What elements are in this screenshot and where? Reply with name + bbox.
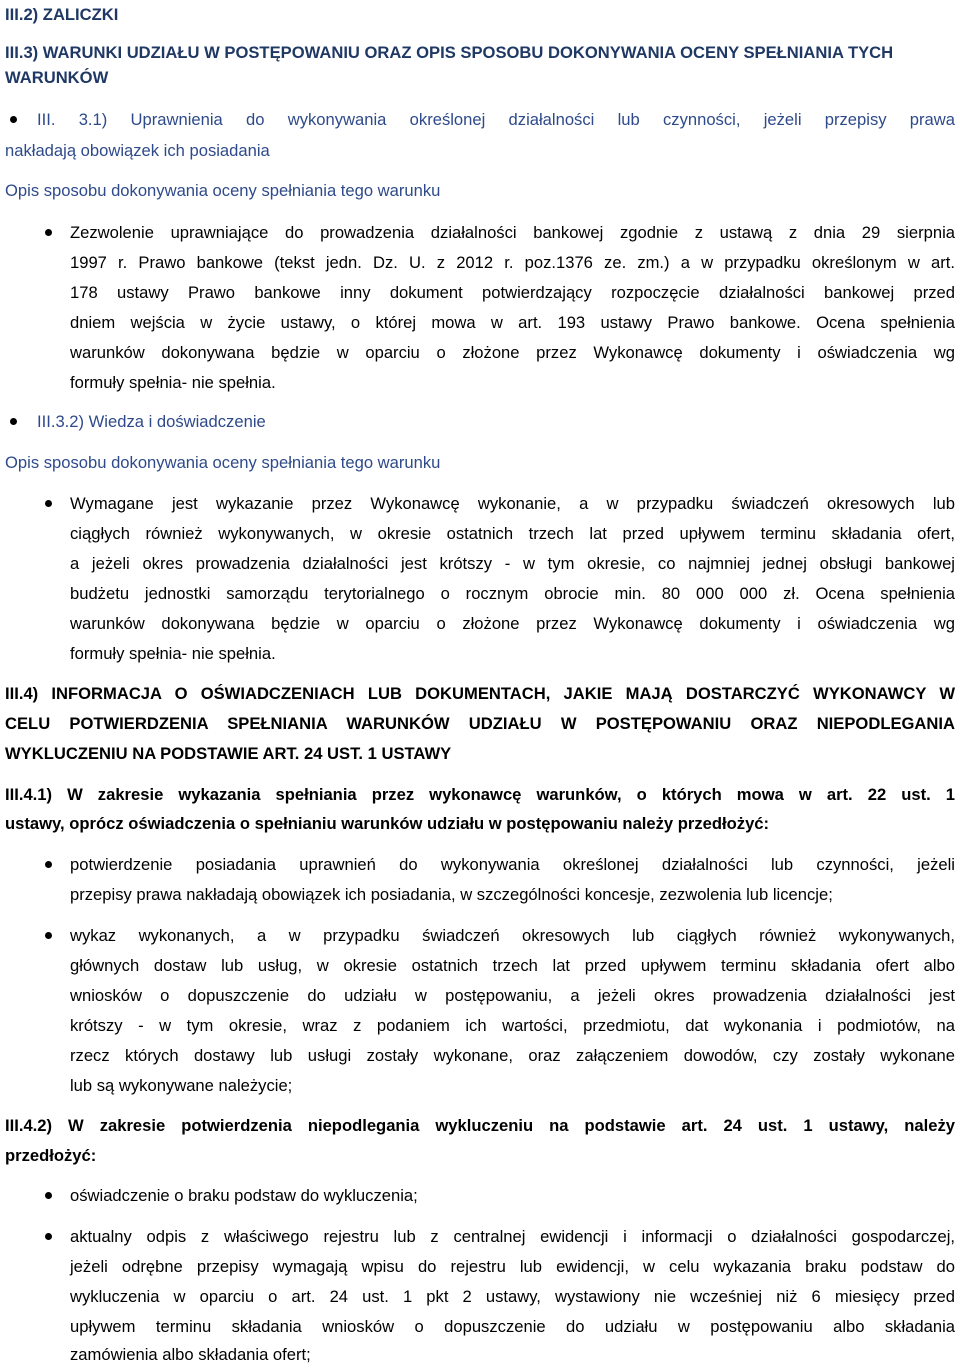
- section-heading: CELU POTWIERDZENIA SPEŁNIANIA WARUNKÓW UDZIAŁU W POSTĘPOWANIU ORAZ NIEPODLEGANIA: [5, 714, 955, 733]
- subsection-title: III.3.2) Wiedza i doświadczenie: [37, 412, 266, 431]
- paragraph-line: krótszy - w tym okresie, wraz z podaniem ich wartości, przedmiotu, dat wykonania i podmiotów, na: [70, 1016, 955, 1035]
- subsection-title: nakładają obowiązek ich posiadania: [5, 141, 270, 160]
- paragraph-line: przepisy prawa nakładają obowiązek ich posiadania, w szczególności koncesje, zezwolenia lub licencje;: [70, 885, 833, 904]
- opis-heading: Opis sposobu dokonywania oceny spełniania tego warunku: [5, 453, 441, 472]
- paragraph-line: Wymagane jest wykazanie przez Wykonawcę wykonanie, a w przypadku świadczeń okresowych lub: [70, 494, 955, 513]
- paragraph-line: ciągłych również wykonywanych, w okresie ostatnich trzech lat przed upływem terminu składania ofert,: [70, 524, 955, 543]
- subsection-heading: III.4.2) W zakresie potwierdzenia niepodlegania wykluczeniu na podstawie art. 24 ust. 1 ustawy, należy: [5, 1116, 955, 1135]
- paragraph-line: upływem terminu składania wniosków o dopuszczenie do udziału w postępowaniu albo składania: [70, 1317, 955, 1336]
- bullet-icon: [10, 116, 17, 123]
- paragraph-line: 1997 r. Prawo bankowe (tekst jedn. Dz. U. z 2012 r. poz.1376 ze. zm.) a w przypadku określonym w art.: [70, 253, 955, 272]
- bullet-icon: [45, 861, 52, 868]
- bullet-icon: [10, 418, 17, 425]
- paragraph-line: formuły spełnia- nie spełnia.: [70, 373, 276, 392]
- paragraph-line: wykluczenia w oparciu o art. 24 ust. 1 pkt 2 ustawy, wystawiony nie wcześniej niż 6 miesięcy przed: [70, 1287, 955, 1306]
- paragraph-line: zamówienia albo składania ofert;: [70, 1345, 311, 1364]
- paragraph-line: formuły spełnia- nie spełnia.: [70, 644, 276, 663]
- bullet-icon: [45, 1192, 52, 1199]
- paragraph-line: potwierdzenie posiadania uprawnień do wykonywania określonej działalności lub czynności, jeżeli: [70, 855, 955, 874]
- paragraph-line: budżetu jednostki samorządu terytorialnego o rocznym obrocie min. 80 000 000 zł. Ocena spełnienia: [70, 584, 955, 603]
- paragraph-line: warunków dokonywana będzie w oparciu o złożone przez Wykonawcę dokumenty i oświadczenia wg: [70, 614, 955, 633]
- section-heading: WYKLUCZENIU NA PODSTAWIE ART. 24 UST. 1 USTAWY: [5, 744, 452, 763]
- section-heading: III.4) INFORMACJA O OŚWIADCZENIACH LUB DOKUMENTACH, JAKIE MAJĄ DOSTARCZYĆ WYKONAWCY W: [5, 684, 955, 703]
- bullet-icon: [45, 500, 52, 507]
- section-heading: III.3) WARUNKI UDZIAŁU W POSTĘPOWANIU ORAZ OPIS SPOSOBU DOKONYWANIA OCENY SPEŁNIANIA TYCH: [5, 43, 894, 62]
- subsection-heading: przedłożyć:: [5, 1146, 97, 1165]
- subsection-heading: III.4.1) W zakresie wykazania spełniania przez wykonawcę warunków, o których mowa w art. 22 ust. 1: [5, 785, 955, 804]
- bullet-icon: [45, 932, 52, 939]
- paragraph-line: dniem wejścia w życie ustawy, o której mowa w art. 193 ustawy Prawo bankowe. Ocena spełnienia: [70, 313, 955, 332]
- paragraph-line: oświadczenie o braku podstaw do wykluczenia;: [70, 1186, 418, 1205]
- opis-heading: Opis sposobu dokonywania oceny spełniania tego warunku: [5, 181, 441, 200]
- paragraph-line: rzecz których dostawy lub usługi zostały wykonane, oraz załączeniem dowodów, czy zostały wykonane: [70, 1046, 955, 1065]
- paragraph-line: wniosków o dopuszczenie do udziału w postępowaniu, a jeżeli okres prowadzenia działalności jest: [70, 986, 955, 1005]
- paragraph-line: głównych dostaw lub usług, w okresie ostatnich trzech lat przed upływem terminu składania ofert albo: [70, 956, 955, 975]
- section-heading: WARUNKÓW: [5, 68, 109, 87]
- subsection-heading: ustawy, oprócz oświadczenia o spełnianiu warunków udziału w postępowaniu należy przedłożyć:: [5, 814, 770, 833]
- bullet-icon: [45, 1233, 52, 1240]
- paragraph-line: warunków dokonywana będzie w oparciu o złożone przez Wykonawcę dokumenty i oświadczenia wg: [70, 343, 955, 362]
- paragraph-line: a jeżeli okres prowadzenia działalności jest krótszy - w tym okresie, co najmniej jednej obsługi bankowej: [70, 554, 955, 573]
- paragraph-line: Zezwolenie uprawniające do prowadzenia działalności bankowej zgodnie z ustawą z dnia 29 sierpnia: [70, 223, 955, 242]
- subsection-title: III. 3.1) Uprawnienia do wykonywania określonej działalności lub czynności, jeżeli przepisy prawa: [37, 110, 955, 129]
- paragraph-line: aktualny odpis z właściwego rejestru lub z centralnej ewidencji i informacji o działalności gospodarczej,: [70, 1227, 955, 1246]
- paragraph-line: jeżeli odrębne przepisy wymagają wpisu do rejestru lub ewidencji, w celu wykazania braku podstaw do: [70, 1257, 955, 1276]
- paragraph-line: lub są wykonywane należycie;: [70, 1076, 293, 1095]
- section-heading: III.2) ZALICZKI: [5, 5, 119, 24]
- paragraph-line: wykaz wykonanych, a w przypadku świadczeń okresowych lub ciągłych również wykonywanych,: [70, 926, 955, 945]
- bullet-icon: [45, 229, 52, 236]
- paragraph-line: 178 ustawy Prawo bankowe inny dokument potwierdzający rozpoczęcie działalności bankowej przed: [70, 283, 955, 302]
